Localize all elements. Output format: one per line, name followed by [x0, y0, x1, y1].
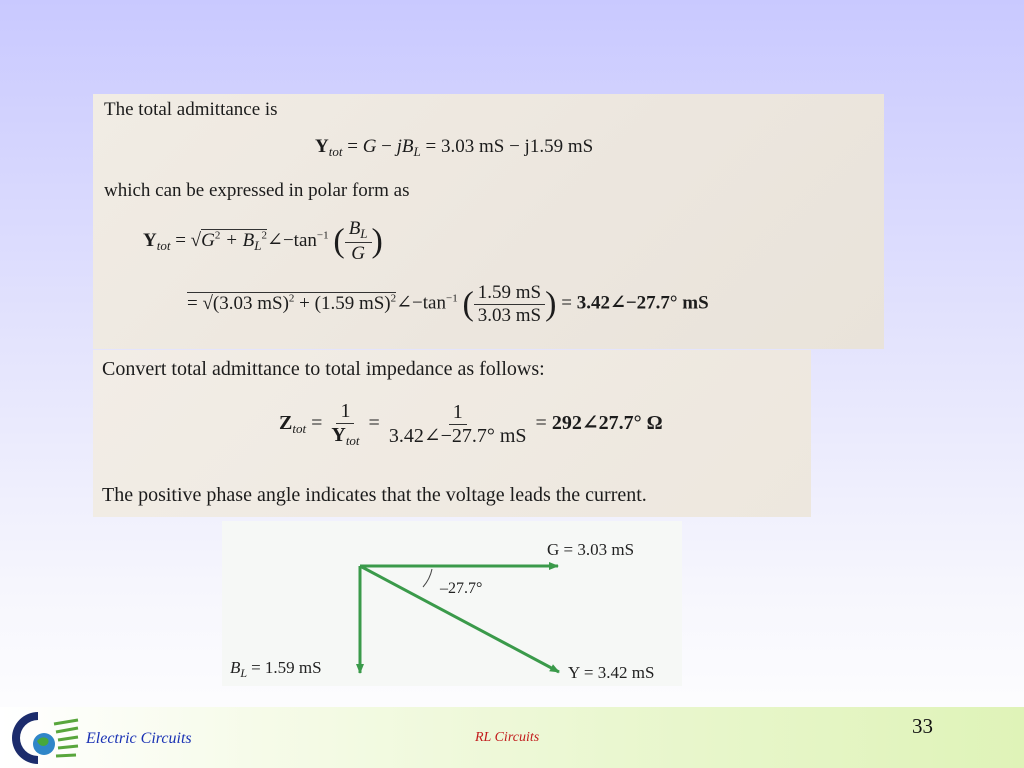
polar-numeric-equation: = √(3.03 mS)$^2$ + (1.59 $mS)^2\angle-\tan^{-1}$ ( $\frac{1.59 mS}{3.03 mS}$ ) = 3.42∠−27.7° mS	[187, 282, 709, 326]
globe-logo-icon	[8, 710, 80, 766]
y-label: Y = 3.42 mS	[568, 663, 655, 682]
topic-title: RL Circuits	[475, 730, 540, 745]
g-label: G = 3.03 mS	[547, 540, 635, 559]
admittance-intro: The total admittance is	[104, 99, 278, 120]
admittance-panel	[93, 94, 884, 349]
polar-equation: $Y_{tot} = √G^2$ + $B_L^2\angle-\tan^{-1}$ ( $\frac{B_L}{G}$ )	[143, 218, 383, 264]
admittance-equation: $Y_{tot} = G - jB_L = 3.03$ mS − j1.59 mS	[315, 136, 594, 159]
footer-bar	[0, 707, 1024, 768]
phasor-diagram	[222, 521, 682, 686]
course-title: Electric Circuits	[86, 730, 192, 747]
impedance-panel	[93, 350, 811, 517]
angle-label: –27.7°	[440, 580, 483, 597]
polar-intro: which can be expressed in polar form as	[104, 180, 410, 201]
page-number: 33	[912, 714, 933, 738]
impedance-equation: $Z_{tot}$ = $\frac{1}{Y_{tot}}$ = $\frac{1}{3.42\angle-27.7^\circ mS}$ = 292∠27.7° Ω	[279, 400, 663, 448]
angle-arc	[423, 569, 432, 587]
convert-intro: Convert total admittance to total impedance as follows:	[102, 358, 545, 380]
bl-label: $B_L = 1.59$ mS	[230, 658, 322, 680]
phase-note: The positive phase angle indicates that the voltage leads the current.	[102, 484, 647, 506]
phasor-diagram-svg	[222, 521, 682, 686]
